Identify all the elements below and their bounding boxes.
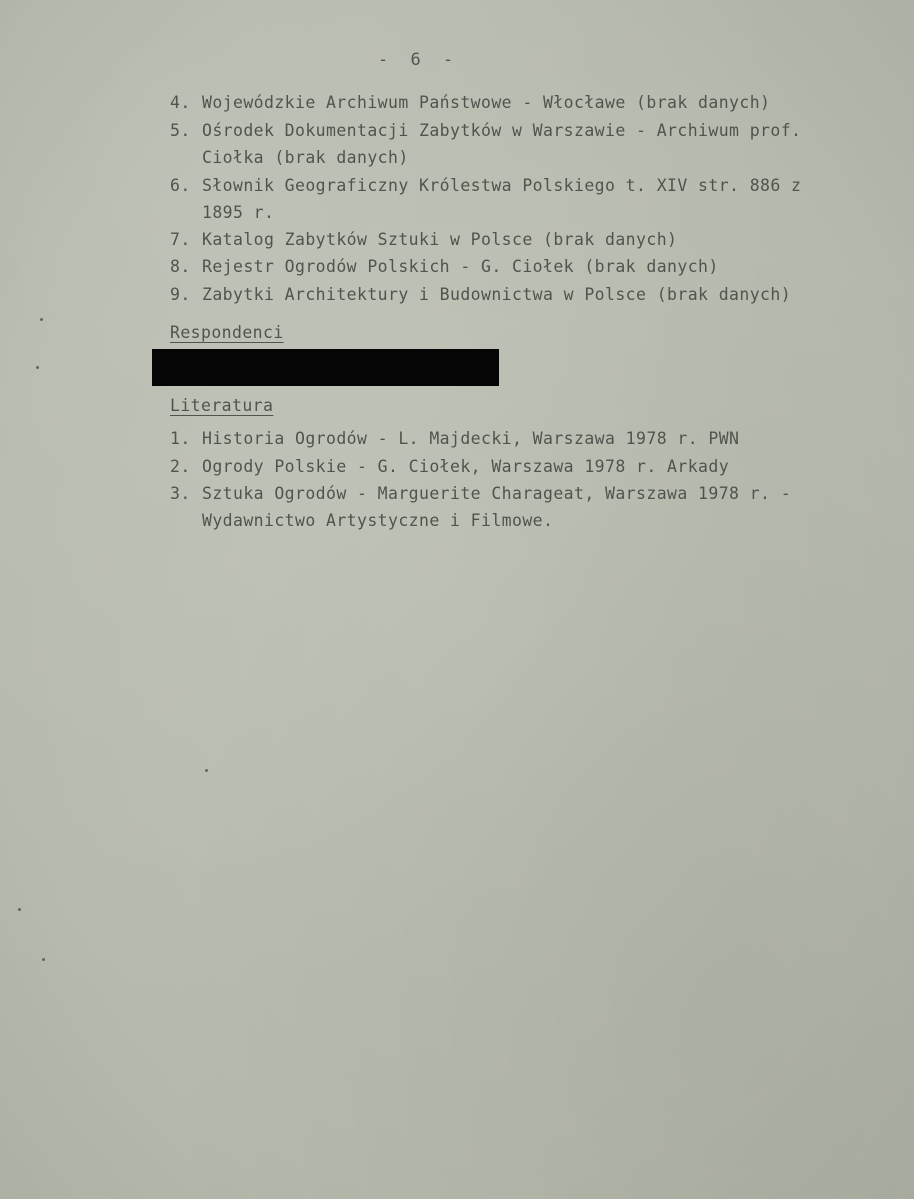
list-item-continuation: 1895 r. (202, 203, 275, 222)
item-number: 8. (170, 257, 191, 276)
list-item (170, 459, 729, 476)
list-item (170, 287, 791, 304)
item-number: 1. (170, 429, 191, 448)
item-text: Zabytki Architektury i Budownictwa w Polsce (brak danych) (202, 285, 792, 304)
item-number: 4. (170, 93, 191, 112)
item-number: 9. (170, 285, 191, 304)
item-number: 3. (170, 484, 191, 503)
redaction-bar (152, 349, 499, 386)
list-item-continuation: Wydawnictwo Artystyczne i Filmowe. (202, 511, 554, 530)
item-text: Ogrody Polskie - G. Ciołek, Warszawa 1978 r. Arkady (202, 457, 730, 476)
paper-speck (205, 769, 208, 772)
item-text: Rejestr Ogrodów Polskich - G. Ciołek (brak danych) (202, 257, 719, 276)
item-number: 6. (170, 176, 191, 195)
page-number: - 6 - (378, 50, 460, 70)
list-item (170, 232, 677, 249)
item-text: Sztuka Ogrodów - Marguerite Charageat, Warszawa 1978 r. - (202, 484, 792, 503)
list-item (170, 178, 801, 195)
paper-speck (36, 366, 39, 369)
literature-heading (170, 396, 273, 415)
respondents-heading-text: Respondenci (170, 323, 284, 342)
item-text: Katalog Zabytków Sztuki w Polsce (brak danych) (202, 230, 678, 249)
paper-speck (40, 318, 43, 321)
literature-heading-text: Literatura (170, 396, 274, 415)
list-item (170, 259, 719, 276)
item-text: Słownik Geograficzny Królestwa Polskiego t. XIV str. 886 z (202, 176, 802, 195)
list-item (170, 95, 770, 112)
list-item-continuation: Ciołka (brak danych) (202, 148, 409, 167)
item-text: Ośrodek Dokumentacji Zabytków w Warszawie - Archiwum prof. (202, 121, 802, 140)
list-item (170, 123, 801, 140)
item-number: 5. (170, 121, 191, 140)
list-item (170, 431, 739, 448)
paper-speck (18, 908, 21, 911)
respondents-heading (170, 323, 284, 342)
paper-speck (42, 958, 45, 961)
item-text: Historia Ogrodów - L. Majdecki, Warszawa 1978 r. PWN (202, 429, 740, 448)
item-number: 7. (170, 230, 191, 249)
list-item (170, 486, 791, 503)
item-text: Wojewódzkie Archiwum Państwowe - Włocławe (brak danych) (202, 93, 771, 112)
item-number: 2. (170, 457, 191, 476)
